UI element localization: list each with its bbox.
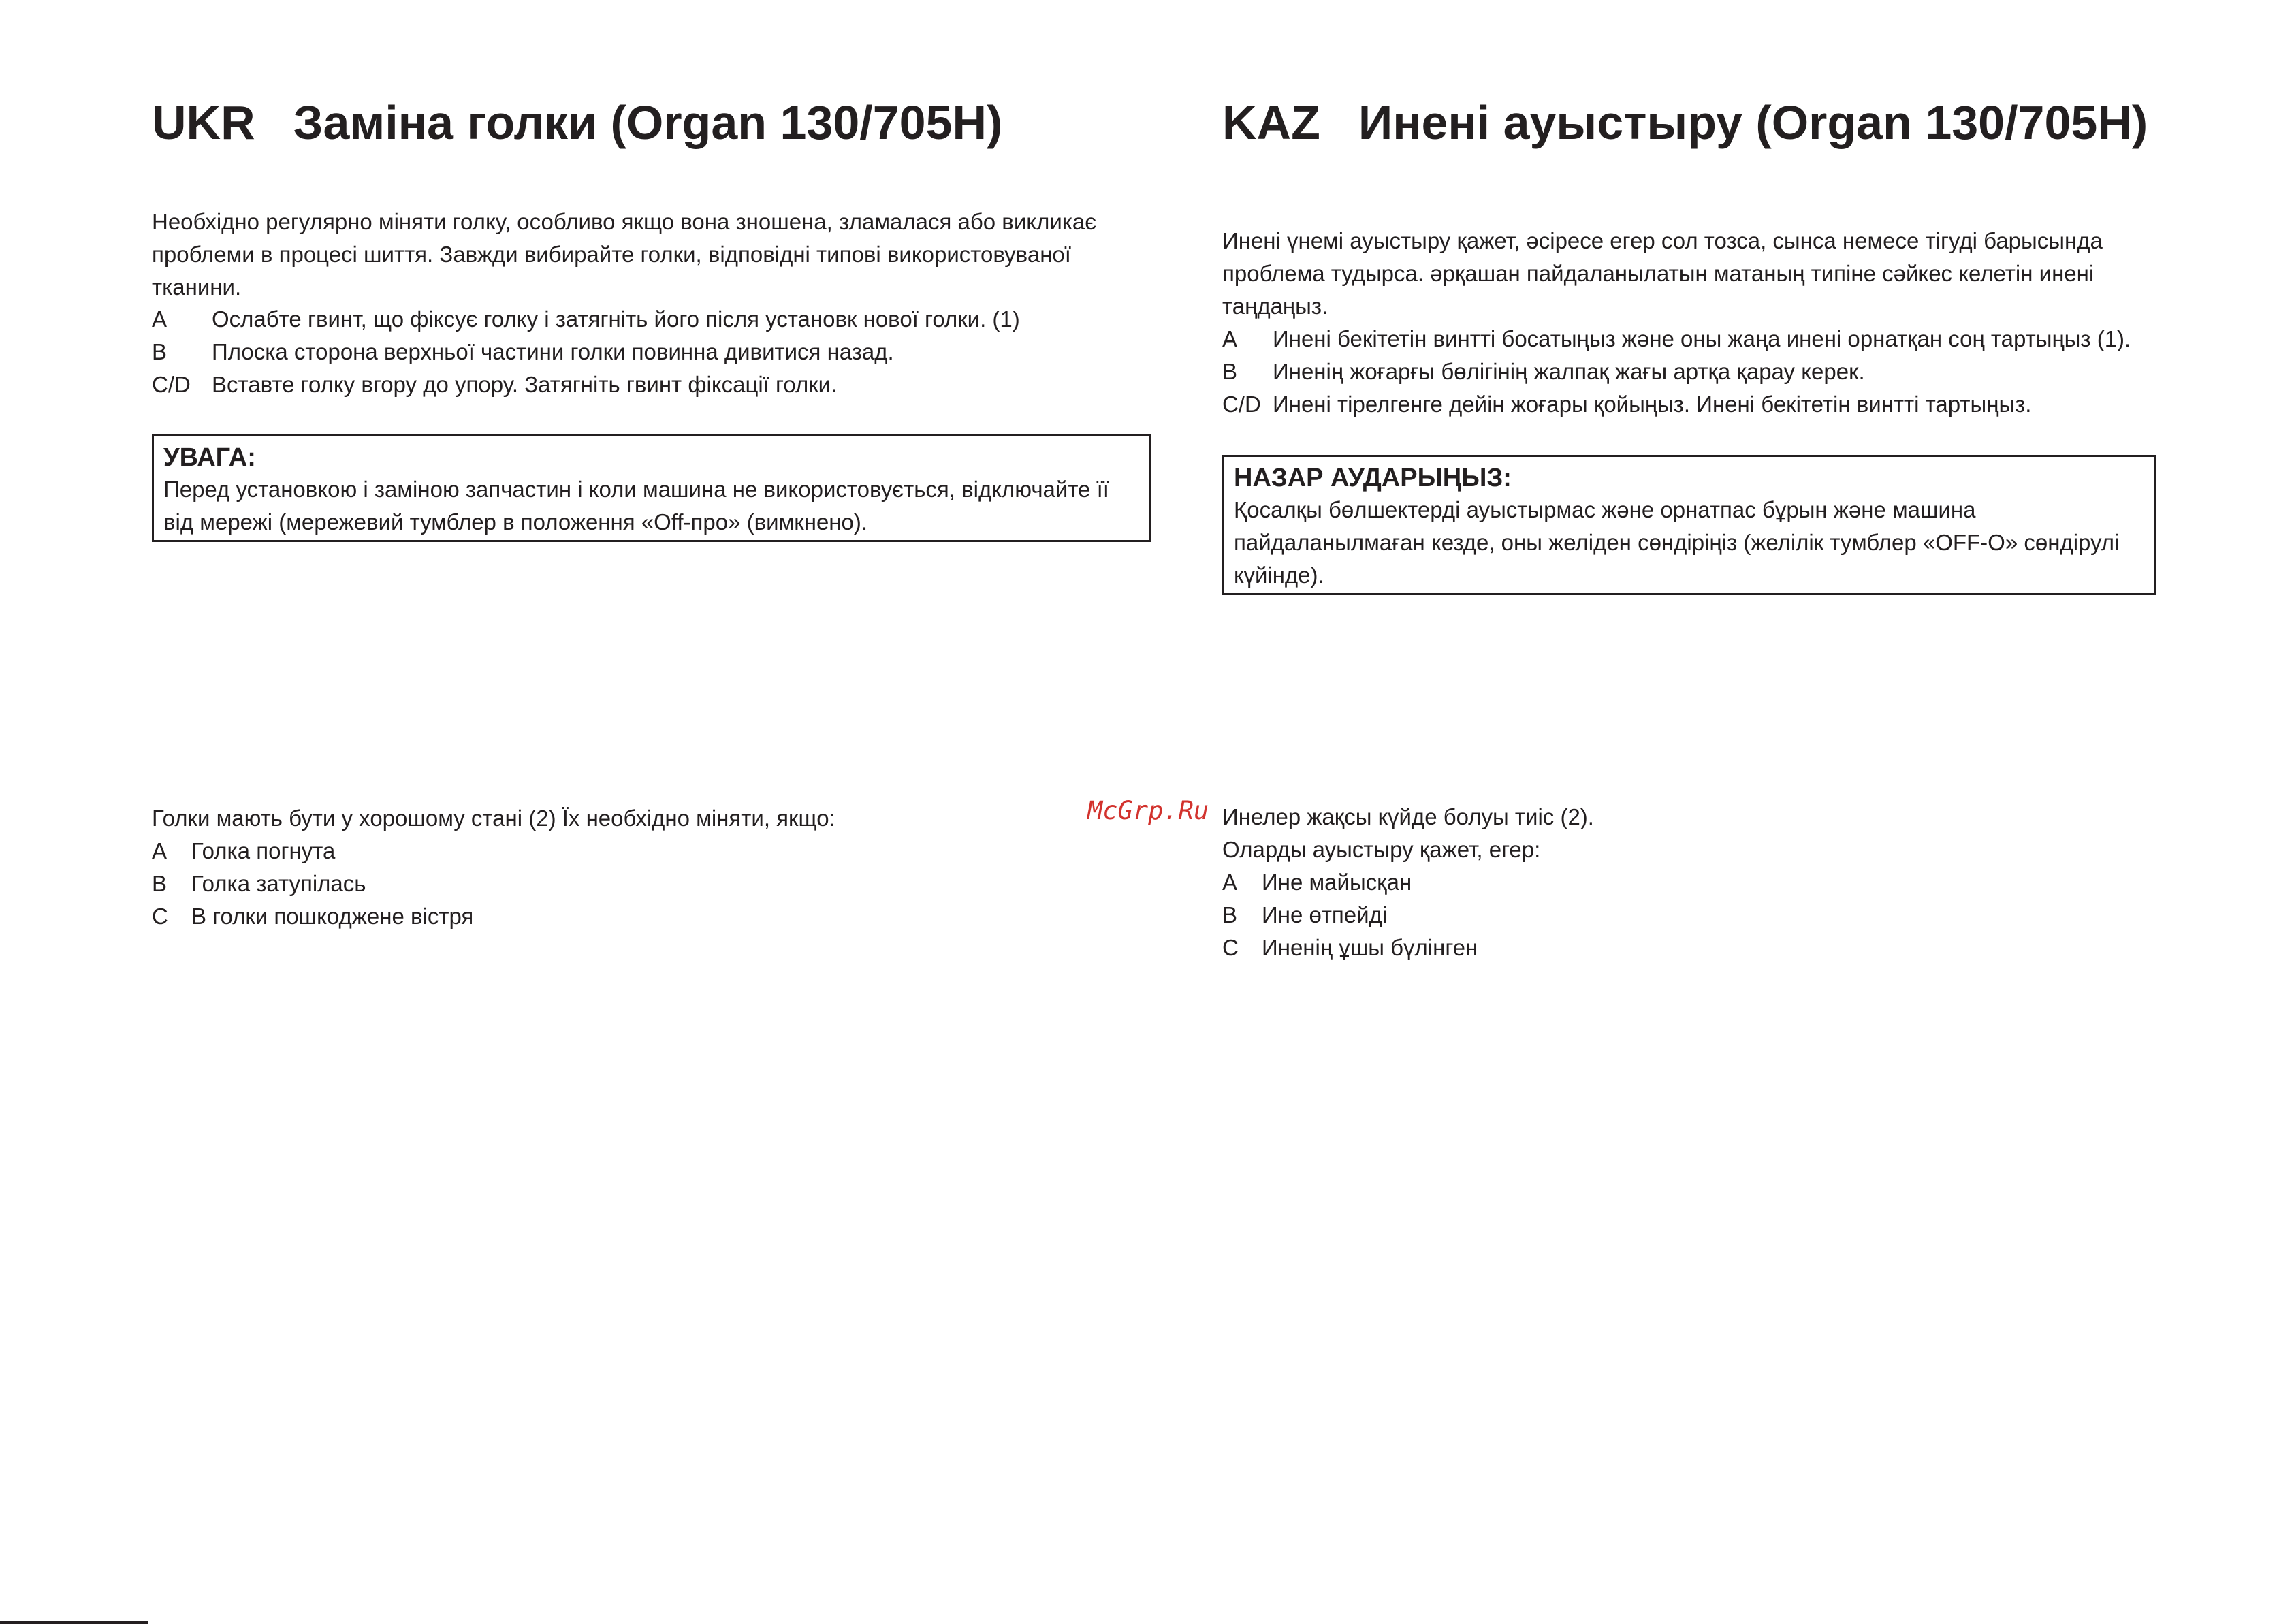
ukr-step-letter: B xyxy=(152,339,168,364)
ukr-heading xyxy=(152,96,1003,149)
ukr-warning-title: УВАГА: xyxy=(163,443,256,472)
kaz-needle-b xyxy=(1222,899,1478,932)
ukr-needle-c xyxy=(152,900,473,933)
kaz-heading xyxy=(1222,96,2148,149)
kaz-step-text: Инені бекітетін винтті босатыңыз және оны жаңа инені орнатқан соң тартыңыз (1). xyxy=(1273,326,2131,351)
kaz-language-code: KAZ xyxy=(1222,96,1320,149)
ukr-step-text: Вставте голку вгору до упору. Затягніть гвинт фіксації голки. xyxy=(212,372,838,397)
kaz-needle-letter: A xyxy=(1222,870,1238,895)
ukr-heading-title: Заміна голки (Organ 130/705H) xyxy=(293,96,1003,149)
ukr-needle-a xyxy=(152,835,473,867)
ukr-step-text: Ослабте гвинт, що фіксує голку і затягніть його після установк нової голки. (1) xyxy=(212,306,1020,332)
ukr-step-text: Плоска сторона верхньої частини голки повинна дивитися назад. xyxy=(212,339,894,364)
kaz-intro-paragraph: Инені үнемі ауыстыру қажет, әсіресе егер сол тозса, сынса немесе тігуді барысында проблема тудырса. әрқашан пайдаланылатын матаның типіне сәйкес келетін инені таңдаңыз. xyxy=(1222,228,2103,319)
kaz-needle-text: Ине майысқан xyxy=(1262,870,1412,895)
kaz-warning-title: НАЗАР АУДАРЫҢЫЗ: xyxy=(1234,464,1512,492)
ukr-step-a xyxy=(152,303,1020,336)
kaz-step-a xyxy=(1222,323,2131,355)
kaz-needle-c xyxy=(1222,932,1478,964)
kaz-needle-letter: B xyxy=(1222,902,1238,927)
kaz-needles-intro-2: Оларды ауыстыру қажет, егер: xyxy=(1222,837,1541,862)
ukr-needles-list xyxy=(152,835,473,933)
ukr-step-b xyxy=(152,336,1020,368)
ukr-step-letter: A xyxy=(152,306,168,332)
ukr-needle-letter: C xyxy=(152,904,168,929)
kaz-needle-letter: C xyxy=(1222,935,1239,960)
ukr-warning-text: Перед установкою і заміною запчастин і коли машина не використовується, відключайте її від мережі (мережевий тумблер в положення «Off-про» (вимкнено). xyxy=(163,477,1109,535)
kaz-warning-text: Қосалқы бөлшектерді ауыстырмас және орнатпас бұрын және машина пайдаланылмаған кезде, оны желіден сөндіріңіз (желілік тумблер «OFF-O» сөндірулі күйінде). xyxy=(1234,497,2120,588)
kaz-step-b xyxy=(1222,355,2131,388)
kaz-step-letter: A xyxy=(1222,326,1238,351)
ukr-warning-box xyxy=(152,434,1151,542)
kaz-needle-text: Иненің ұшы бүлінген xyxy=(1262,935,1478,960)
kaz-step-cd xyxy=(1222,388,2131,421)
watermark: McGrp.Ru xyxy=(1087,796,1209,825)
ukr-needle-letter: B xyxy=(152,871,168,896)
kaz-warning-box xyxy=(1222,455,2156,595)
kaz-needles-list xyxy=(1222,866,1478,964)
ukr-needle-letter: A xyxy=(152,838,168,863)
ukr-needle-text: Голка погнута xyxy=(191,838,336,863)
footer-rule xyxy=(0,1621,148,1624)
kaz-steps-list xyxy=(1222,323,2131,421)
kaz-heading-title: Инені ауыстыру (Organ 130/705H) xyxy=(1358,96,2148,149)
ukr-intro-paragraph: Необхідно регулярно міняти голку, особливо якщо вона зношена, зламалася або викликає проблеми в процесі шиття. Завжди вибирайте голки, відповідні типові використовуваної тканини. xyxy=(152,209,1097,300)
ukr-step-cd xyxy=(152,368,1020,401)
ukr-needle-text: Голка затупілась xyxy=(191,871,366,896)
kaz-step-letter: C/D xyxy=(1222,392,1261,417)
kaz-step-text: Иненің жоғарғы бөлігінің жалпақ жағы артқа қарау керек. xyxy=(1273,359,1865,384)
kaz-step-text: Инені тірелгенге дейін жоғары қойыңыз. Инені бекітетін винтті тартыңыз. xyxy=(1273,392,2032,417)
ukr-needle-b xyxy=(152,867,473,900)
kaz-needle-text: Ине өтпейді xyxy=(1262,902,1388,927)
kaz-needle-a xyxy=(1222,866,1478,899)
ukr-needles-intro: Голки мають бути у хорошому стані (2) Їх необхідно міняти, якщо: xyxy=(152,806,835,831)
ukr-steps-list xyxy=(152,303,1020,401)
ukr-step-letter: C/D xyxy=(152,372,191,397)
ukr-language-code: UKR xyxy=(152,96,255,149)
kaz-step-letter: B xyxy=(1222,359,1238,384)
ukr-needle-text: В голки пошкоджене вістря xyxy=(191,904,474,929)
kaz-needles-intro-1: Инелер жақсы күйде болуы тиіс (2). xyxy=(1222,804,1594,829)
